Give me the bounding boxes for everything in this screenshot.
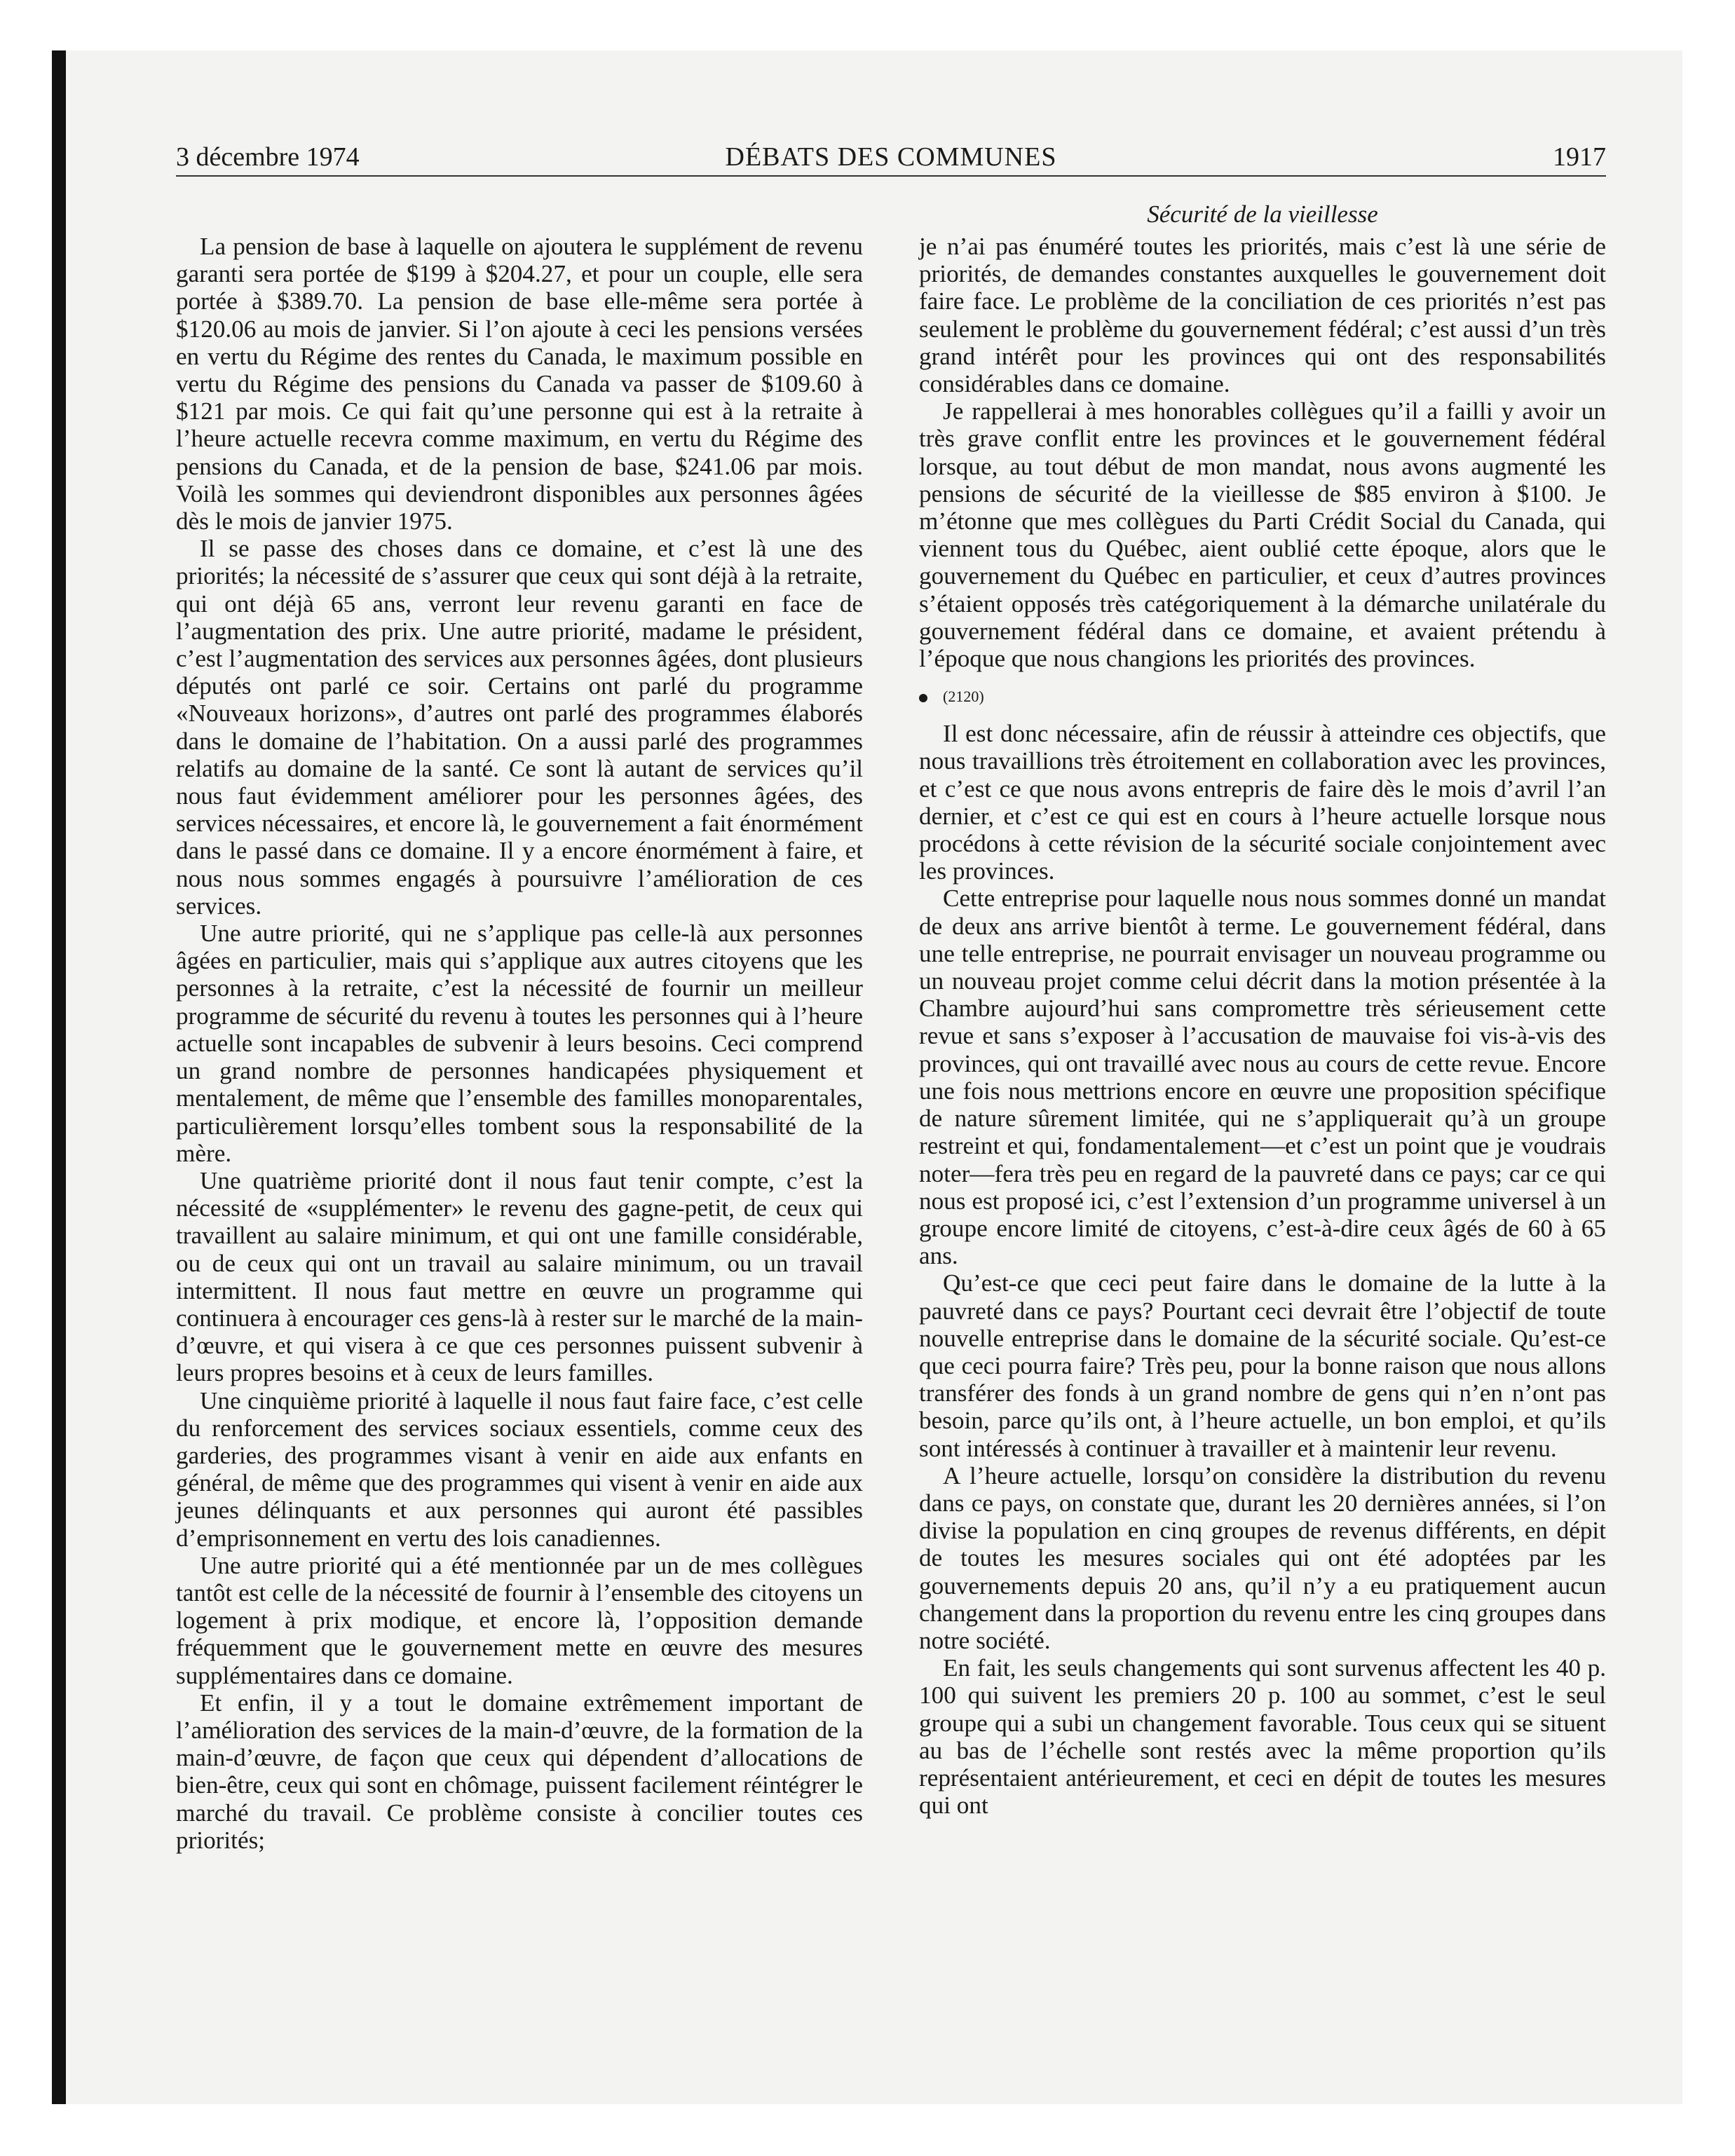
scan-edge: [52, 50, 66, 2104]
page-number: 1917: [1553, 142, 1606, 172]
running-header: [176, 140, 1606, 177]
header-date: 3 décembre 1974: [176, 142, 360, 172]
time-marker-label: (2120): [943, 688, 984, 706]
paragraph: Une autre priorité, qui ne s’applique pas celle-là aux personnes âgées en particulier, mais qui s’applique aux autres citoyens que les personnes à la retraite, c’est la nécessité de fournir un meilleur programme de sécurité du revenu à toutes les personnes qui à l’heure actuelle sont incapables de subvenir à leurs besoins. Ceci comprend un grand nombre de personnes handicapées physiquement et mentalement, de même que l’ensemble des familles monoparentales, particulièrement lorsqu’elles tombent sous la responsabilité de la mère.: [176, 920, 863, 1167]
paragraph: La pension de base à laquelle on ajoutera le supplément de revenu garanti sera portée de $199 à $204.27, et pour un couple, elle sera portée à $389.70. La pension de base elle-même sera portée à $120.06 au mois de janvier. Si l’on ajoute à ceci les pensions versées en vertu du Régime des rentes du Canada, le maximum possible en vertu du Régime des pensions du Canada va passer de $109.60 à $121 par mois. Ce qui fait qu’une personne qui est à la retraite à l’heure actuelle recevra comme maximum, en vertu du Régime des pensions du Canada, et de la pension de base, $241.06 par mois. Voilà les sommes qui deviendront disponibles aux personnes âgées dès le mois de janvier 1975.: [176, 233, 863, 535]
paragraph: A l’heure actuelle, lorsqu’on considère la distribution du revenu dans ce pays, on constate que, durant les 20 dernières années, si l’on divise la population en cinq groupes de revenus différents, en dépit de toutes les mesures sociales qui ont été adoptées par les gouvernements depuis 20 ans, qu’il n’y a eu pratiquement aucun changement dans la proportion du revenu entre les cinq groupes dans notre société.: [919, 1461, 1606, 1654]
document-page: [176, 140, 1606, 2089]
paragraph: Cette entreprise pour laquelle nous nous sommes donné un mandat de deux ans arrive bientôt à terme. Le gouvernement fédéral, dans une telle entreprise, ne pourrait envisager un nouveau programme ou un nouveau projet comme celui décrit dans la motion présentée à la Chambre aujourd’hui sans compromettre très sérieusement cette revue et sans s’exposer à l’accusation de mauvaise foi vis-à-vis des provinces, qui ont travaillé avec nous au cours de cette revue. Encore une fois nous mettrions encore en œuvre une proposition spécifique de nature sûrement limitée, qui ne s’appliquerait qu’à un groupe restreint et qui, fondamentalement—et c’est un point que je voudrais noter—fera très peu en regard de la pauvreté dans ce pays; car ce qui nous est proposé ici, c’est l’extension d’un programme universel à un groupe encore limité de citoyens, c’est-à-dire ceux âgés de 60 à 65 ans.: [919, 885, 1606, 1270]
paragraph: je n’ai pas énuméré toutes les priorités, mais c’est là une série de priorités, de demandes constantes auxquelles le gouvernement doit faire face. Le problème de la conciliation de ces priorités n’est pas seulement le problème du gouvernement fédéral; c’est aussi d’un très grand intérêt pour les provinces qui ont des responsabilités considérables dans ce domaine.: [919, 233, 1606, 398]
paragraph: Qu’est-ce que ceci peut faire dans le domaine de la lutte à la pauvreté dans ce pays? Pourtant ceci devrait être l’objectif de toute nouvelle entreprise dans le domaine de la sécurité sociale. Qu’est-ce que ceci pourra faire? Très peu, pour la bonne raison que nous allons transférer des fonds à un grand nombre de gens qui n’en n’ont pas besoin, parce qu’ils ont, à l’heure actuelle, un bon emploi, et qu’ils sont intéressés à continuer à travailler et à maintenir leur revenu.: [919, 1269, 1606, 1462]
subject-heading: Sécurité de la vieillesse: [1147, 200, 1378, 228]
paragraph: Une autre priorité qui a été mentionnée par un de mes collègues tantôt est celle de la nécessité de fournir à l’ensemble des citoyens un logement à prix modique, et encore là, l’opposition demande fréquemment que le gouvernement mette en œuvre des mesures supplémentaires dans ce domaine.: [176, 1551, 863, 1689]
header-title: DÉBATS DES COMMUNES: [725, 142, 1057, 172]
paragraph: Une quatrième priorité dont il nous faut tenir compte, c’est la nécessité de «supplémenter» le revenu des gagne-petit, de ceux qui travaillent au salaire minimum, et qui ont une famille considérable, ou de ceux qui ont un travail au salaire minimum, ou un travail intermittent. Il nous faut mettre en œuvre un programme qui continuera à encourager ces gens-là à rester sur le marché de la main-d’œuvre, et qui visera à ce que ces personnes puissent subvenir à leurs propres besoins et à ceux de leurs familles.: [176, 1166, 863, 1387]
left-column: [176, 233, 863, 1854]
paragraph: Je rappellerai à mes honorables collègues qu’il a failli y avoir un très grave conflit entre les provinces et le gouvernement fédéral lorsque, au tout début de mon mandat, nous avons augmenté les pensions de sécurité de la vieillesse de $85 environ à $100. Je m’étonne que mes collègues du Parti Crédit Social du Canada, qui viennent tous du Québec, aient oublié cette époque, alors que le gouvernement du Québec en particulier, et ceux d’autres provinces s’étaient opposés très catégoriquement à la démarche unilatérale du gouvernement fédéral dans ce domaine, et avaient prétendu à l’époque que nous changions les priorités des provinces.: [919, 397, 1606, 673]
paragraph: Il est donc nécessaire, afin de réussir à atteindre ces objectifs, que nous travaillions très étroitement en collaboration avec les provinces, et c’est ce que nous avons entrepris de faire dès le mois d’avril l’an dernier, et c’est ce qui est en cours à l’heure actuelle lorsque nous procédons à cette révision de la sécurité sociale conjointement avec les provinces.: [919, 720, 1606, 885]
time-marker: [919, 686, 1606, 707]
bullet-icon: [919, 694, 927, 702]
right-column: [919, 233, 1606, 1819]
paragraph: Et enfin, il y a tout le domaine extrêmement important de l’amélioration des services de la main-d’œuvre, de la formation de la main-d’œuvre, de façon que ceux qui dépendent d’allocations de bien-être, ceux qui sont en chômage, puissent facilement réintégrer le marché du travail. Ce problème consiste à concilier toutes ces priorités;: [176, 1688, 863, 1854]
paragraph: En fait, les seuls changements qui sont survenus affectent les 40 p. 100 qui suivent les premiers 20 p. 100 au sommet, c’est le seul groupe qui a subi un changement favorable. Tous ceux qui se situent au bas de l’échelle sont restés avec la même proportion qu’ils représentaient antérieurement, et ceci en dépit de toutes les mesures qui ont: [919, 1654, 1606, 1820]
paragraph: Une cinquième priorité à laquelle il nous faut faire face, c’est celle du renforcement des services sociaux essentiels, comme ceux des garderies, des programmes visant à venir en aide aux enfants en général, de même que des programmes qui visent à venir en aide aux jeunes délinquants et aux personnes qui auront été passibles d’emprisonnement en vertu des lois canadiennes.: [176, 1386, 863, 1552]
paragraph: Il se passe des choses dans ce domaine, et c’est là une des priorités; la nécessité de s’assurer que ceux qui sont déjà à la retraite, qui ont déjà 65 ans, verront leur revenu garanti en face de l’augmentation des prix. Une autre priorité, madame le président, c’est l’augmentation des services aux personnes âgées, dont plusieurs députés ont parlé ce soir. Certains ont parlé du programme «Nouveaux horizons», d’autres ont parlé des programmes élaborés dans le domaine de l’habitation. On a aussi parlé des programmes relatifs au domaine de la santé. Ce sont là autant de services qu’il nous faut évidemment améliorer pour les personnes âgées, des services nécessaires, et encore là, le gouvernement a fait énormément dans le passé dans ce domaine. Il y a encore énormément à faire, et nous nous sommes engagés à poursuivre l’amélioration de ces services.: [176, 535, 863, 920]
